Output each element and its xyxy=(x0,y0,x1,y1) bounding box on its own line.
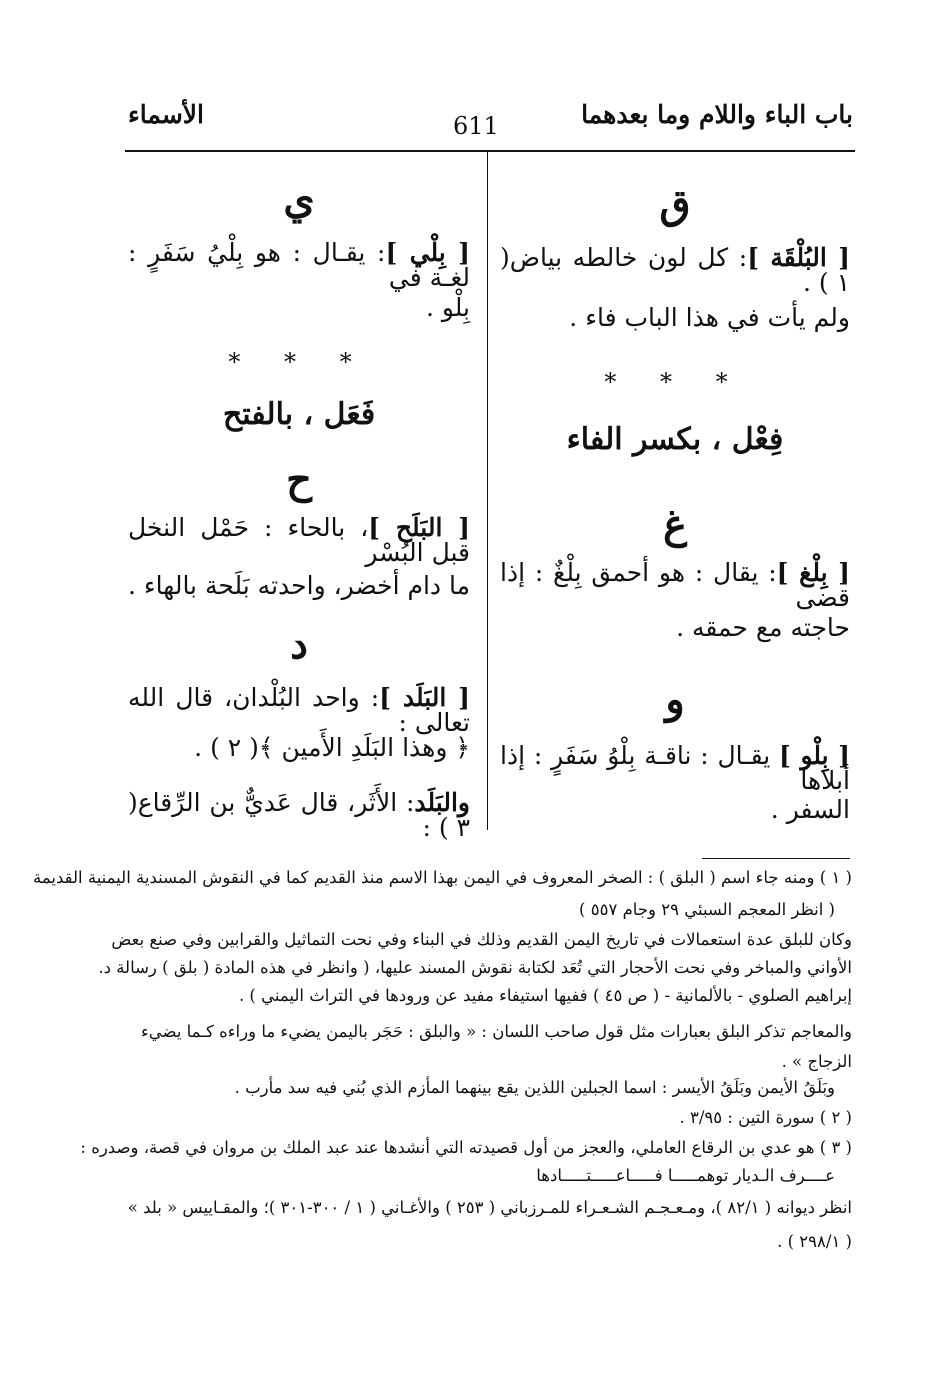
footnote-line: ( ١ ) ومنه جاء اسم ( البلق ) : الصخر المعروف في اليمن بهذا الاسم منذ القديم كما في النقوش المسندية اليمنية القديمة xyxy=(33,868,852,887)
entry-term: [ البَلَح ] xyxy=(368,513,471,542)
letter-dal: د xyxy=(290,621,308,668)
entry-text: يقـال : ناقـة بِلْوُ سَفَرٍ : إذا أبلاها xyxy=(500,741,850,795)
entry-balad-athar xyxy=(128,790,470,840)
footnote-line: ( ٢ ) سورة التين : ٣/٩٥ . xyxy=(679,1108,852,1127)
entry-text: : يقال : هو أحمق بِلْغٌ : إذا قضى xyxy=(500,558,850,612)
entry-text: : واحد البُلْدان، قال الله تعالى : xyxy=(128,683,470,737)
note-no-fa: ولم يأت في هذا الباب فاء . xyxy=(569,303,850,332)
quran-quote: ﴿ وهذا البَلَدِ الأَمين ﴾( ٢ ) . xyxy=(194,733,470,762)
heading-fil-kasr: فِعْل ، بكسر الفاء xyxy=(566,422,784,457)
footnote-line: وكان للبلق عدة استعمالات في تاريخ اليمن القديم وذلك في البناء وفي نحت التماثيل والقرابين وفي صنع بعض xyxy=(111,930,852,949)
entry-term: [ بِلْي ] xyxy=(385,238,470,267)
entry-text: : الأَثَر، قال عَديٌّ بن الرِّقاع( ٣ ) : xyxy=(128,788,470,842)
entry-term: [ البُلْقَة ] xyxy=(747,243,851,272)
footnote-line: ( ٣ ) هو عدي بن الرقاع العاملي، والعجز من أول قصيدته التي أنشدها عند عبد الملك بن مروان في قصة، وصدره : xyxy=(80,1138,852,1157)
footnote-line: انظر ديوانه ( ٨٢/١ )، ومـعـجـم الشـعـراء للمـرزباني ( ٢٥٣ ) والأغـاني ( ١ / ٣٠٠-٣٠١ )؛ والمقـاييس « بلد » xyxy=(127,1198,852,1217)
entry-balah-cont: ما دام أخضر، واحدته بَلَحة بالهاء . xyxy=(128,571,470,600)
entry-bulqa xyxy=(500,245,850,295)
footnote-line: إبراهيم الصلوي - بالألمانية - ( ص ٤٥ ) ففيها استيفاء مفيد عن ورودها في التراث اليمني ) . xyxy=(238,986,852,1005)
heading-faal-fath: فَعَل ، بالفتح xyxy=(222,397,376,432)
entry-term: [ بِلْو ] xyxy=(779,741,850,770)
category-title: الأسماء xyxy=(128,100,204,129)
header-rule xyxy=(125,150,855,152)
entry-bilw-cont: السفر . xyxy=(770,795,850,824)
footnote-rule xyxy=(702,858,850,859)
letter-ya: ي xyxy=(283,176,315,223)
footnote-line: الزجاج » . xyxy=(781,1052,852,1071)
chapter-title: باب الباء واللام وما بعدهما xyxy=(581,100,853,129)
letter-qaf: ق xyxy=(659,181,691,228)
footnote-line: وبَلَقُ الأيمن وبَلَقُ الأيسر : اسما الجبلين اللذين يقع بينهما المأزم الذي بُني فيه سد مأرب . xyxy=(234,1078,835,1097)
entry-text: : كل لون خالطه بياض( ١ ) . xyxy=(500,243,850,297)
letter-waw: و xyxy=(665,676,685,723)
entry-bily xyxy=(128,240,470,290)
entry-bilgh-cont: حاجته مع حمقه . xyxy=(676,613,850,642)
entry-balad xyxy=(128,685,470,735)
footnote-line: الأواني والمباخر وفي نحت الأحجار التي تُعَد لكتابة نقوش المسند عليها، ( وانظر في هذه المادة ( بلق ) رسالة د. xyxy=(98,958,852,977)
entry-bilw xyxy=(500,743,850,793)
column-divider xyxy=(487,152,488,830)
entry-text: ، بالحاء : حَمْل النخل قبل البُسْر xyxy=(128,513,470,567)
page-number: 611 xyxy=(453,112,499,140)
letter-ghayn: غ xyxy=(663,501,687,548)
section-separator: * * * xyxy=(228,348,370,376)
entry-balah xyxy=(128,515,470,565)
entry-bily-cont: بِلْو . xyxy=(425,293,470,322)
footnote-line: والمعاجم تذكر البلق بعبارات مثل قول صاحب اللسان : « والبلق : حَجَر باليمن يضيء ما وراءه كـما يضيء xyxy=(141,1022,852,1041)
letter-ha: ح xyxy=(286,456,312,503)
poetry-verse: عــــرف الـديار توهمـــــا فـــــاعـــــتـــــادها xyxy=(536,1166,835,1185)
entry-term: والبَلَد xyxy=(414,788,470,817)
footnote-line: ( ٢٩٨/١ ) . xyxy=(777,1232,852,1251)
footnote-line: ( انظر المعجم السبئي ٢٩ وجام ٥٥٧ ) xyxy=(579,900,835,919)
entry-bilgh xyxy=(500,560,850,610)
entry-term: [ البَلَد ] xyxy=(379,683,470,712)
entry-text: : يقـال : هو بِلْيُ سَفَرٍ : لغـة في xyxy=(128,238,470,292)
section-separator: * * * xyxy=(604,368,746,396)
entry-term: [ بِلْغ ] xyxy=(776,558,850,587)
